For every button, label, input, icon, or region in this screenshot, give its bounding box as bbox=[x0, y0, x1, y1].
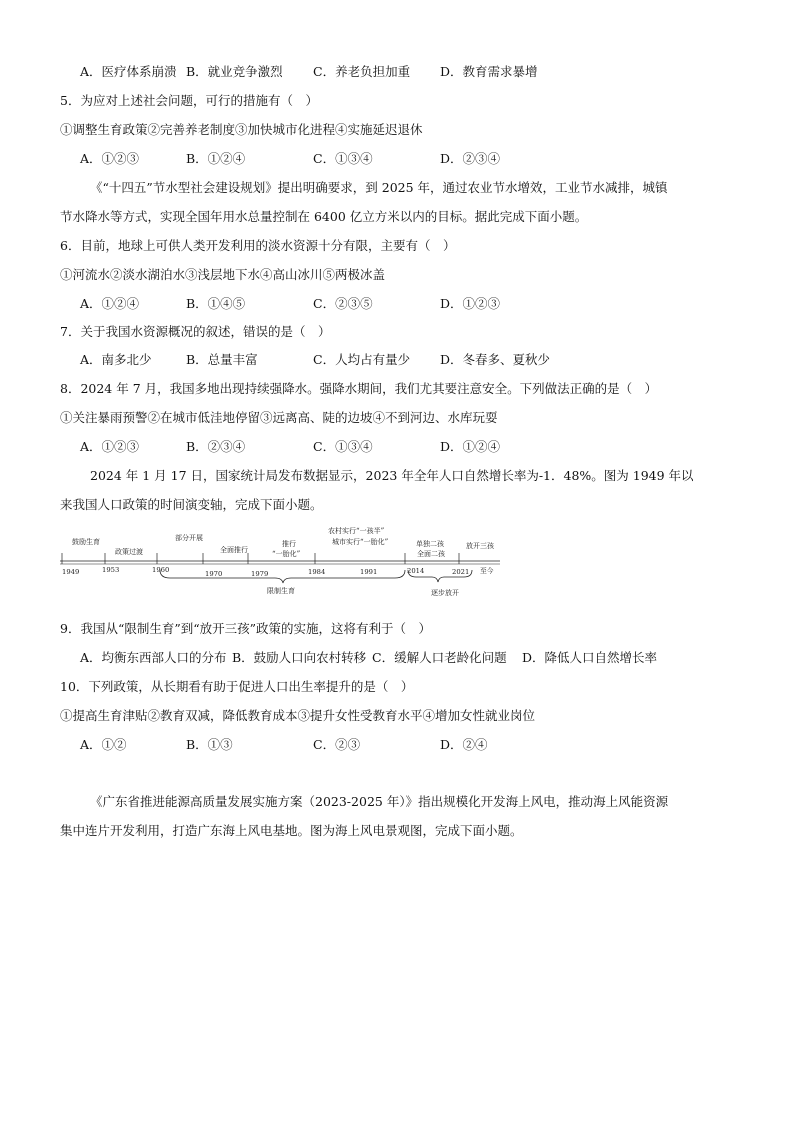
passage2-line2: 来我国人口政策的时间演变轴，完成下面小题。 bbox=[60, 497, 323, 512]
tl-label-single-second: 单独二孩 bbox=[416, 540, 444, 548]
q6-option-a: A．①②④ bbox=[80, 296, 140, 311]
q4-option-b: B．就业竞争激烈 bbox=[186, 64, 283, 79]
q10-option-c: C．②③ bbox=[313, 737, 361, 752]
q5-option-b: B．①②④ bbox=[186, 151, 246, 166]
q6-stem: 6．目前，地球上可供人类开发利用的淡水资源十分有限，主要有（ ） bbox=[60, 238, 456, 253]
q7-option-c: C．人均占有量少 bbox=[313, 352, 411, 367]
q7-stem: 7．关于我国水资源概况的叙述，错误的是（ ） bbox=[60, 324, 331, 339]
tl-label-encourage: 鼓励生育 bbox=[72, 538, 100, 546]
tl-year-1991: 1991 bbox=[360, 568, 378, 576]
tl-year-2021: 2021 bbox=[452, 568, 470, 576]
tl-year-1970: 1970 bbox=[205, 570, 223, 578]
q6-option-c: C．②③⑤ bbox=[313, 296, 373, 311]
q7-option-a: A．南多北少 bbox=[80, 352, 152, 367]
q8-option-a: A．①②③ bbox=[80, 439, 140, 454]
q5-stem: 5．为应对上述社会问题，可行的措施有（ ） bbox=[60, 93, 318, 108]
tl-label-transition: 政策过渡 bbox=[115, 548, 143, 556]
passage1-line2: 节水降水等方式，实现全国年用水总量控制在 6400 亿立方米以内的目标。据此完成下面小题。 bbox=[60, 209, 588, 224]
tl-year-1984: 1984 bbox=[308, 568, 326, 576]
tl-label-urban: 城市实行“一胎化” bbox=[332, 538, 389, 546]
passage2-line1: 2024 年 1 月 17 日，国家统计局发布数据显示，2023 年全年人口自然增长率为-1．48%。图为 1949 年以 bbox=[90, 468, 694, 483]
q5-option-c: C．①③④ bbox=[313, 151, 373, 166]
q8-option-d: D．①②④ bbox=[440, 439, 501, 454]
q5-items: ①调整生育政策②完善养老制度③加快城市化进程④实施延迟退休 bbox=[60, 122, 423, 137]
tl-label-three-child: 放开三孩 bbox=[466, 542, 494, 550]
tl-label-promote: 推行 bbox=[282, 540, 296, 548]
tl-label-one-child: “一胎化” bbox=[272, 550, 301, 558]
q9-option-d: D．降低人口自然增长率 bbox=[522, 650, 658, 665]
q7-option-b: B．总量丰富 bbox=[186, 352, 258, 367]
tl-year-2014: 2014 bbox=[407, 567, 425, 575]
q5-option-d: D．②③④ bbox=[440, 151, 501, 166]
tl-label-universal-second: 全面二孩 bbox=[417, 550, 445, 558]
q6-option-d: D．①②③ bbox=[440, 296, 501, 311]
tl-brace-label-restrict: 限制生育 bbox=[267, 587, 295, 595]
q10-option-a: A．①② bbox=[80, 737, 127, 752]
population-policy-timeline bbox=[60, 520, 500, 602]
q9-option-b: B．鼓励人口向农村转移 bbox=[232, 650, 367, 665]
q8-option-c: C．①③④ bbox=[313, 439, 373, 454]
q9-option-a: A．均衡东西部人口的分布 bbox=[80, 650, 227, 665]
q8-option-b: B．②③④ bbox=[186, 439, 246, 454]
passage1-line1: 《“十四五”节水型社会建设规划》提出明确要求，到 2025 年，通过农业节水增效，工业节水减排，城镇 bbox=[90, 180, 668, 195]
q10-items: ①提高生育津贴②教育双减，降低教育成本③提升女性受教育水平④增加女性就业岗位 bbox=[60, 708, 536, 723]
passage3-line2: 集中连片开发利用，打造广东海上风电基地。图为海上风电景观图，完成下面小题。 bbox=[60, 823, 523, 838]
tl-year-1953: 1953 bbox=[102, 566, 120, 574]
tl-label-full-implement: 全面推行 bbox=[220, 546, 248, 554]
tl-year-1949: 1949 bbox=[62, 568, 80, 576]
q9-stem: 9．我国从“限制生育”到“放开三孩”政策的实施，这将有利于（ ） bbox=[60, 621, 432, 636]
tl-year-now: 至今 bbox=[480, 567, 494, 575]
tl-year-1960: 1960 bbox=[152, 566, 170, 574]
tl-brace-label-open: 逐步放开 bbox=[431, 589, 459, 597]
tl-label-partial: 部分开展 bbox=[175, 534, 203, 542]
q10-option-b: B．①③ bbox=[186, 737, 233, 752]
q4-option-c: C．养老负担加重 bbox=[313, 64, 411, 79]
q8-stem: 8．2024 年 7 月，我国多地出现持续强降水。强降水期间，我们尤其要注意安全。下列做法正确的是（ ） bbox=[60, 381, 658, 396]
tl-year-1979: 1979 bbox=[251, 570, 269, 578]
q6-items: ①河流水②淡水湖泊水③浅层地下水④高山冰川⑤两极冰盖 bbox=[60, 267, 386, 282]
passage3-line1: 《广东省推进能源高质量发展实施方案（2023-2025 年）》指出规模化开发海上风电，推动海上风能资源 bbox=[90, 794, 669, 809]
q9-option-c: C．缓解人口老龄化问题 bbox=[372, 650, 507, 665]
q10-stem: 10．下列政策，从长期看有助于促进人口出生率提升的是（ ） bbox=[60, 679, 414, 694]
q5-option-a: A．①②③ bbox=[80, 151, 140, 166]
q4-option-d: D．教育需求暴增 bbox=[440, 64, 538, 79]
q6-option-b: B．①④⑤ bbox=[186, 296, 246, 311]
q4-option-a: A．医疗体系崩溃 bbox=[80, 64, 177, 79]
q7-option-d: D．冬春多、夏秋少 bbox=[440, 352, 551, 367]
tl-label-rural: 农村实行“一孩半” bbox=[328, 527, 385, 535]
q8-items: ①关注暴雨预警②在城市低洼地停留③远离高、陡的边坡④不到河边、水库玩耍 bbox=[60, 410, 498, 425]
q10-option-d: D．②④ bbox=[440, 737, 488, 752]
